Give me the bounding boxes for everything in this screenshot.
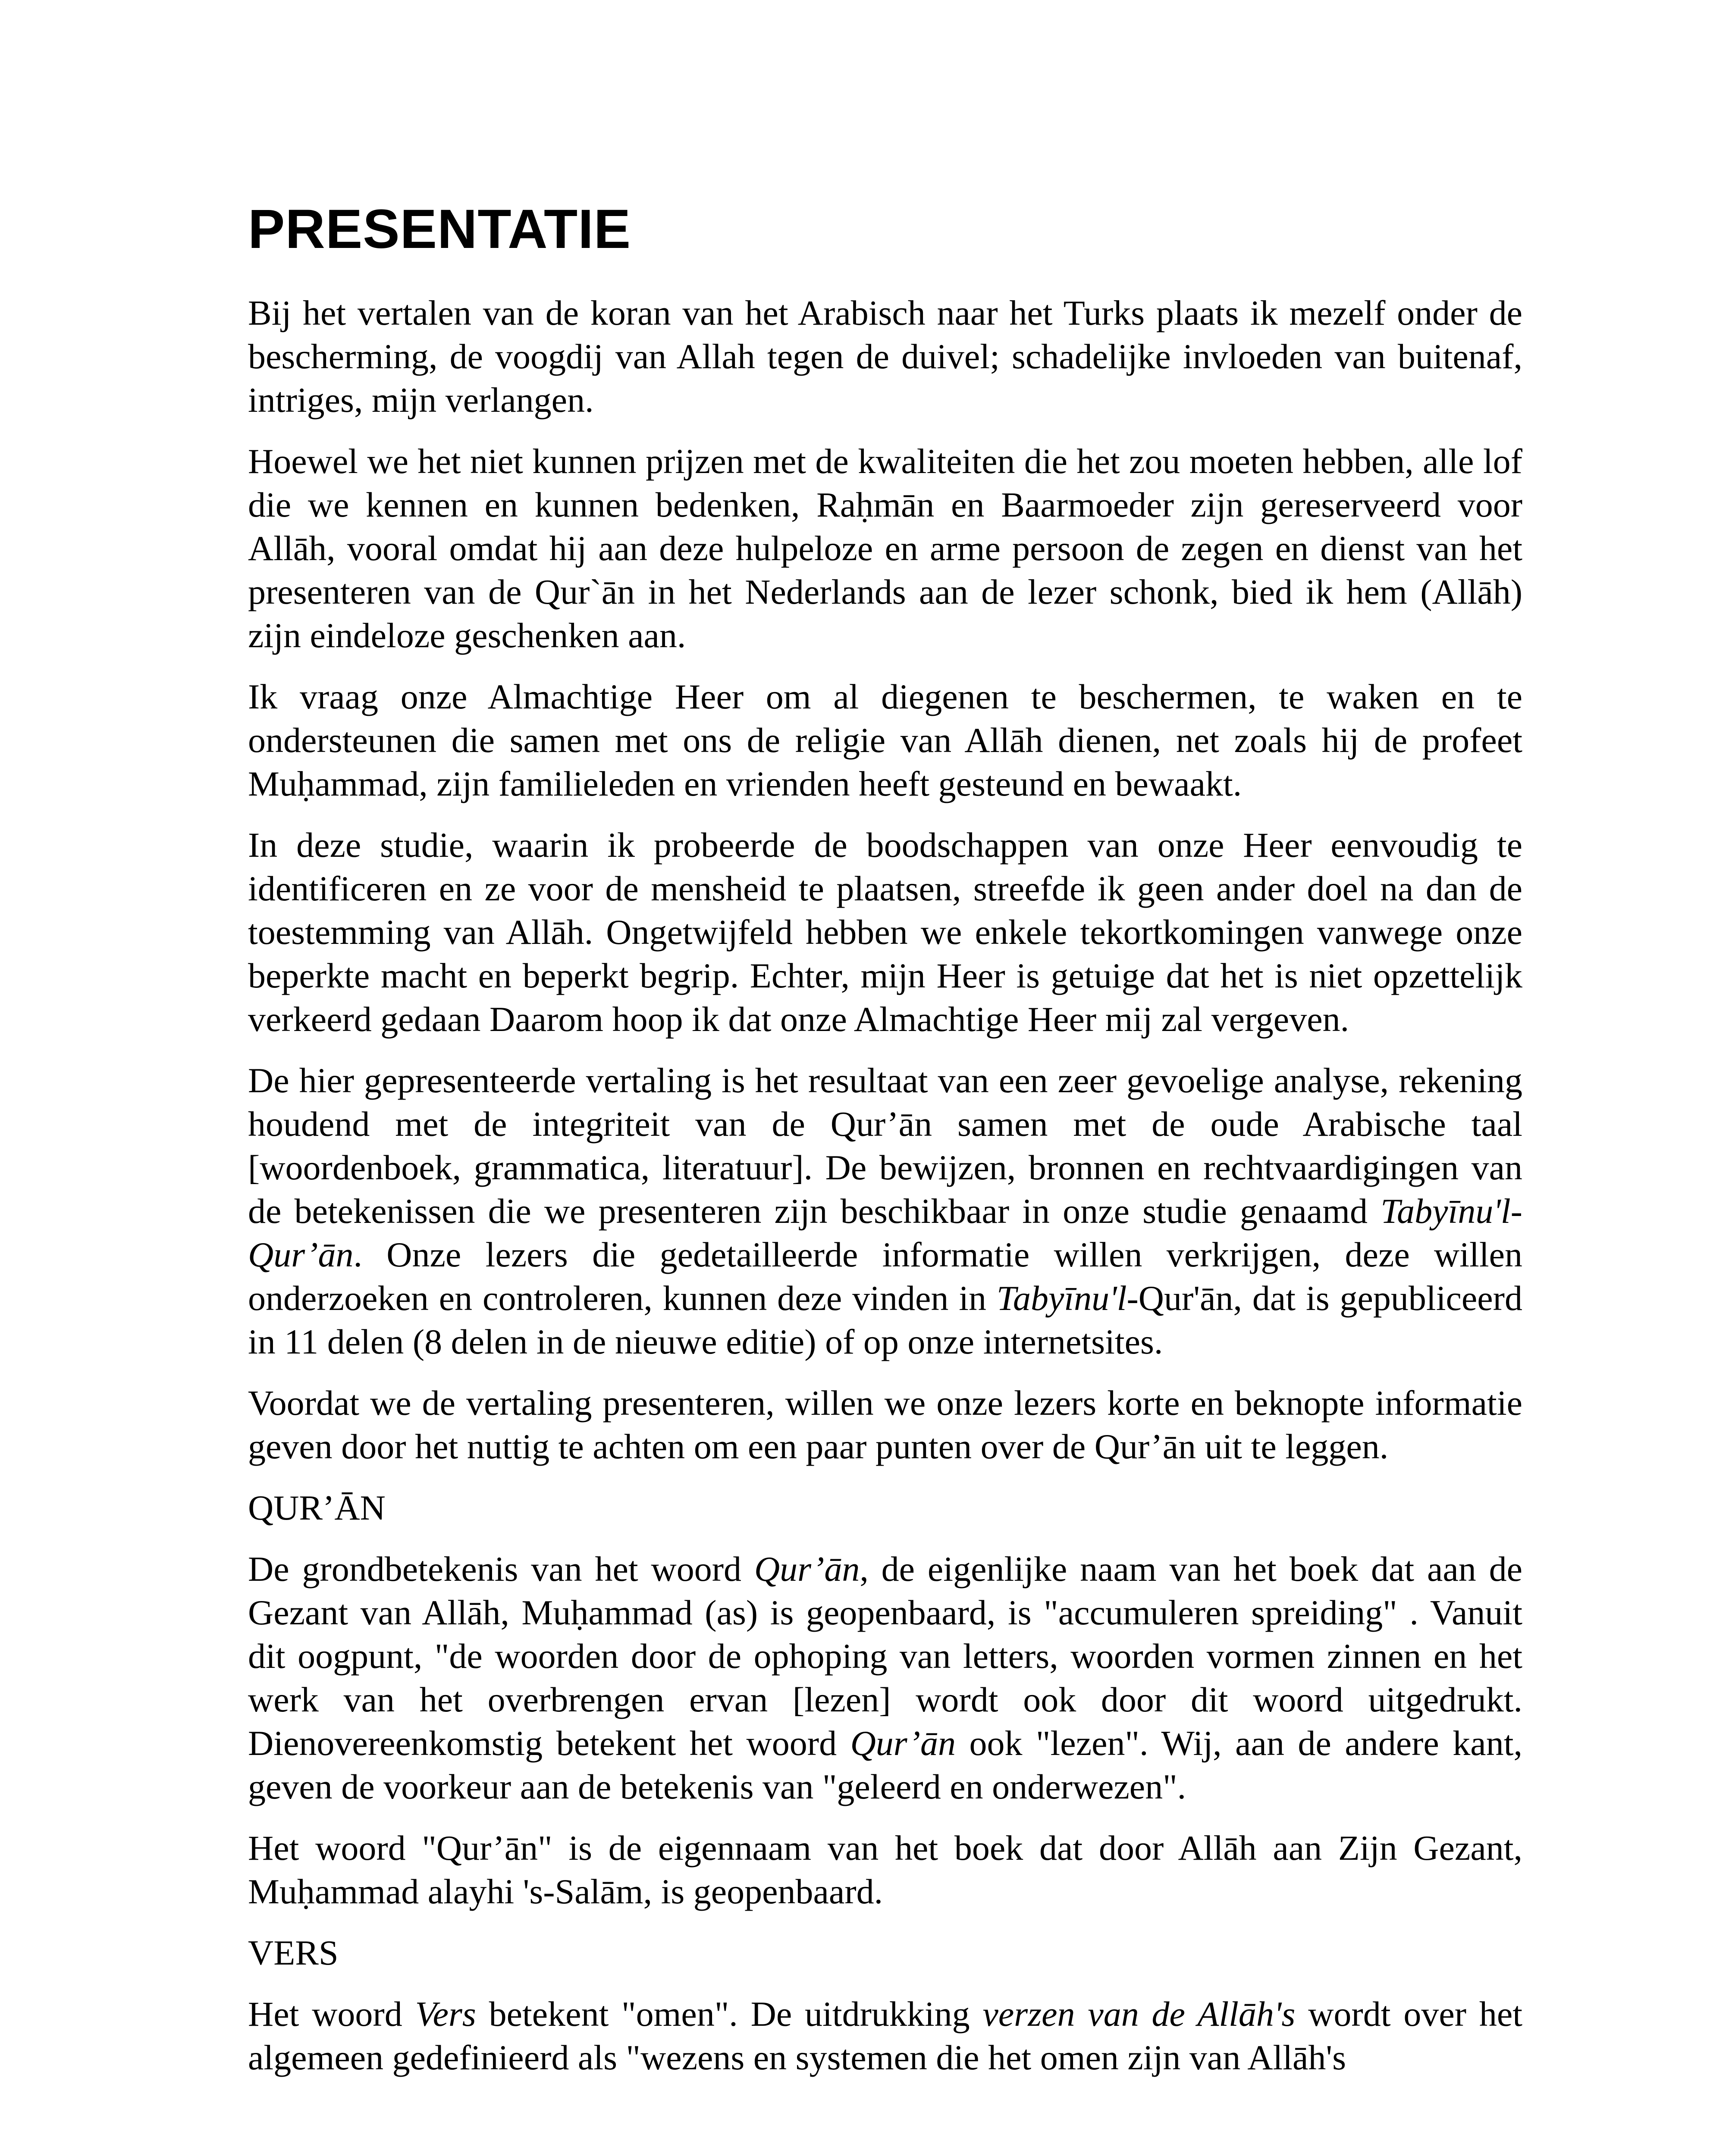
paragraph (248, 1547, 1522, 1808)
italic-term: Vers (415, 1994, 476, 2034)
body-text (248, 291, 1522, 2097)
paragraph: In deze studie, waarin ik probeerde de boodschappen van onze Heer eenvoudig te identificeren en ze voor de mensheid te plaatsen, streefde ik geen ander doel na dan de toestemming van Allāh. Ongetwijfeld hebben we enkele tekortkomingen vanwege onze beperkte macht en beperkt begrip. Echter, mijn Heer is getuige dat het is niet opzettelijk verkeerd gedaan Daarom hoop ik dat onze Almachtige Heer mij zal vergeven. (248, 825, 1522, 1039)
italic-term: Tabyīnu'l-Qur’ān (248, 1191, 1522, 1274)
paragraph: Voordat we de vertaling presenteren, willen we onze lezers korte en beknopte informatie geven door het nuttig te achten om een paar punten over de Qur’ān uit te leggen. (248, 1383, 1522, 1466)
paragraph: Het woord "Qur’ān" is de eigennaam van het boek dat door Allāh aan Zijn Gezant, Muḥammad alayhi 's-Salām, is geopenbaard. (248, 1828, 1522, 1911)
italic-term: Qur’ān (754, 1549, 860, 1589)
text-segment: De hier gepresenteerde vertaling is het resultaat van een zeer gevoelige analyse, rekening houdend met de integriteit van de Qur’ān samen met de oude Arabische taal [woordenboek, grammatica, literatuur]. De bewijzen, bronnen en rechtvaardigingen van de betekenissen die we presenteren zijn beschikbaar in onze studie genaamd (248, 1061, 1522, 1231)
paragraph: Hoewel we het niet kunnen prijzen met de kwaliteiten die het zou moeten hebben, alle lof die we kennen en kunnen bedenken, Raḥmān en Baarmoeder zijn gereserveerd voor Allāh, vooral omdat hij aan deze hulpeloze en arme persoon de zegen en dienst van het presenteren van de Qur`ān in het Nederlands aan de lezer schonk, bied ik hem (Allāh) zijn eindeloze geschenken aan. (248, 442, 1522, 655)
text-segment: ook "lezen". Wij, aan de andere kant, geven de voorkeur aan de betekenis van "geleerd en onderwezen". (248, 1724, 1522, 1806)
italic-term: Tabyīnu'l (996, 1279, 1127, 1318)
section-heading: VERS (248, 1933, 339, 1972)
paragraph (248, 1059, 1522, 1363)
document-page (248, 0, 1522, 2156)
text-segment: wordt over het algemeen gedefinieerd als "wezens en systemen die het omen zijn van Allāh's (248, 1994, 1523, 2077)
section-heading: QUR’ĀN (248, 1488, 386, 1527)
text-segment: betekent "omen". De uitdrukking (476, 1994, 983, 2034)
paragraph: Ik vraag onze Almachtige Heer om al diegenen te beschermen, te waken en te ondersteunen die samen met ons de religie van Allāh dienen, net zoals hij de profeet Muḥammad, zijn familieleden en vrienden heeft gesteund en bewaakt. (248, 677, 1522, 803)
italic-term: verzen van de Allāh's (982, 1994, 1296, 2034)
page-title: PRESENTATIE (248, 198, 631, 260)
text-segment: De grondbetekenis van het woord (248, 1549, 754, 1589)
paragraph: Bij het vertalen van de koran van het Arabisch naar het Turks plaats ik mezelf onder de bescherming, de voogdij van Allah tegen de duivel; schadelijke invloeden van buitenaf, intriges, mijn verlangen. (248, 293, 1522, 420)
text-segment: Het woord (248, 1994, 415, 2034)
text-segment: -Qur'ān, dat is gepubliceerd in 11 delen (8 delen in de nieuwe editie) of op onze internetsites. (248, 1279, 1522, 1361)
text-segment: , de eigenlijke naam van het boek dat aan de Gezant van Allāh, Muḥammad (as) is geopenbaard, is "accumuleren spreiding" . Vanuit dit oogpunt, "de woorden door de ophoping van letters, woorden vormen zinnen en het werk van het overbrengen ervan [lezen] wordt ook door dit woord uitgedrukt. Dienovereenkomstig betekent het woord (248, 1549, 1522, 1763)
italic-term: Qur’ān (850, 1724, 956, 1763)
paragraph (248, 1992, 1522, 2079)
text-segment: . Onze lezers die gedetailleerde informatie willen verkrijgen, deze willen onderzoeken en controleren, kunnen deze vinden in (248, 1235, 1522, 1318)
